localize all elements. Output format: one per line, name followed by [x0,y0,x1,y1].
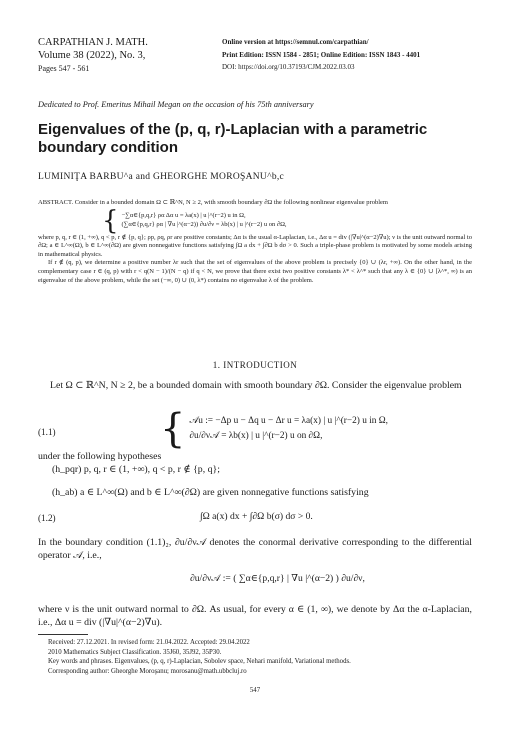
equation-1-1-line-2: ∂u/∂ν𝒜 = λb(x) | u |^(r−2) u on ∂Ω, [189,431,323,441]
hypothesis-pqr: (h_pqr) p, q, r ∈ (1, +∞), q < p, r ∉ {p, q}; [52,464,220,475]
section-heading: 1. INTRODUCTION [212,360,298,370]
abstract-para-2: If r ∉ (q, p), we determine a positive number λr such that the set of eigenvalues of the above problem is precisely {0} ∪ (λr, +∞). On the other hand, in the complementary case r ∈ (q, p) with r < q(N − 1)/(N − q) if q < N, we prove that there exist two positive constants λ* < λ^* such that any λ ∈ {0} ∪ [λ^*, ∞) is an eigenvalue of the above problem, while the set (−∞, 0) ∪ (0, λ*) contains no eigenvalue λ of the problem. [38,259,472,284]
intro-para-3: where ν is the unit outward normal to ∂Ω. As usual, for every α ∈ (1, ∞), we denote by Δα the α-Laplacian, i.e., Δα u = div (|∇u|^(α−2)∇u). [38,604,472,628]
title-line-2: boundary condition [38,139,178,156]
abstract-eq-1: −∑α∈{p,q,r} ρα Δα u = λa(x) | u |^(r−2) u in Ω, [121,212,246,219]
journal-name: CARPATHIAN J. MATH. [38,37,148,48]
title-line-1: Eigenvalues of the (p, q, r)-Laplacian with a parametric [38,121,428,138]
keywords: Key words and phrases. Eigenvalues, (p, q, r)-Laplacian, Sobolev space, Nehari manifold, Variational methods. [48,658,351,666]
intro-para-1: Let Ω ⊂ ℝ^N, N ≥ 2, be a bounded domain with smooth boundary ∂Ω. Consider the eigenvalue problem [50,380,462,391]
footnote-rule [38,634,88,635]
abstract-label: ABSTRACT. [38,199,74,206]
journal-info [222,36,420,74]
journal-pages: Pages 547 - 561 [38,64,90,73]
abstract-para-1: where p, q, r ∈ (1, +∞), q < p, r ∉ {p, q}; ρp, ρq, ρr are positive constants; Δα is the usual α-Laplacian, i.e., Δα u = div (|∇u|^(α−2)∇u); ν is the unit outward normal to ∂Ω; a ∈ L^∞(Ω), b ∈ L^∞(∂Ω) are given nonnegative functions satisfying ∫Ω a dx + ∫∂Ω b dσ > 0. Such a triple-phase problem is motivated by some models arising in mathematical physics. [38,233,472,258]
online-version: Online version at https://semnul.com/carpathian/ [222,38,369,46]
page-number: 547 [249,687,261,694]
abstract-brace: { [102,205,119,236]
msc-classification: 2010 Mathematics Subject Classification. 35J60, 35J92, 35P30. [48,648,222,656]
equation-1-1-line-1: 𝒜u := −Δp u − Δq u − Δr u = λa(x) | u |^(r−2) u in Ω, [189,416,388,426]
corresponding-author: Corresponding author: Gheorghe Moroşanu; morosanu@math.ubbcluj.ro [48,667,247,675]
conormal-equation: ∂u/∂ν𝒜 := ( ∑α∈{p,q,r} | ∇u |^(α−2) ) ∂u/∂ν, [190,573,365,584]
journal-volume: Volume 38 (2022), No. 3, [38,50,146,61]
doi-link[interactable]: DOI: https://doi.org/10.37193/CJM.2022.03.03 [222,63,355,71]
intro-para-2: In the boundary condition (1.1)₂, ∂u/∂ν𝒜 denotes the conormal derivative corresponding to the differential operator 𝒜, i.e., [38,537,472,561]
authors: LUMINIŢA BARBU^a and GHEORGHE MOROŞANU^b,c [38,172,285,182]
paper-title [38,121,478,157]
equation-1-1 [160,406,388,452]
abstract-equation [102,205,472,236]
footnotes [48,638,351,676]
abstract [38,199,472,285]
hypotheses-intro: under the following hypotheses [38,451,162,462]
dedication: Dedicated to Prof. Emeritus Mihail Megan on the occasion of his 75th anniversary [38,100,314,109]
issn-line: Print Edition: ISSN 1584 - 2851; Online Edition: ISSN 1843 - 4401 [222,50,421,59]
equation-label-1-2: (1.2) [38,513,56,523]
equation-1-2: ∫Ω a(x) dx + ∫∂Ω b(σ) dσ > 0. [200,511,313,522]
equation-label-1-1: (1.1) [38,427,56,437]
journal-header [38,36,148,75]
equation-brace: { [160,406,186,452]
abstract-eq-2: (∑α∈{p,q,r} ρα | ∇u |^(α−2)) ∂u/∂ν = λb(x) | u |^(r−2) u on ∂Ω, [121,220,287,228]
received-dates: Received: 27.12.2021. In revised form: 21.04.2022. Accepted: 29.04.2022 [48,639,250,646]
hypothesis-ab: (h_ab) a ∈ L^∞(Ω) and b ∈ L^∞(∂Ω) are given nonnegative functions satisfying [52,487,369,498]
abstract-intro-text: Consider in a bounded domain Ω ⊂ ℝ^N, N ≥ 2, with smooth boundary ∂Ω the following nonlinear eigenvalue problem [74,199,388,206]
